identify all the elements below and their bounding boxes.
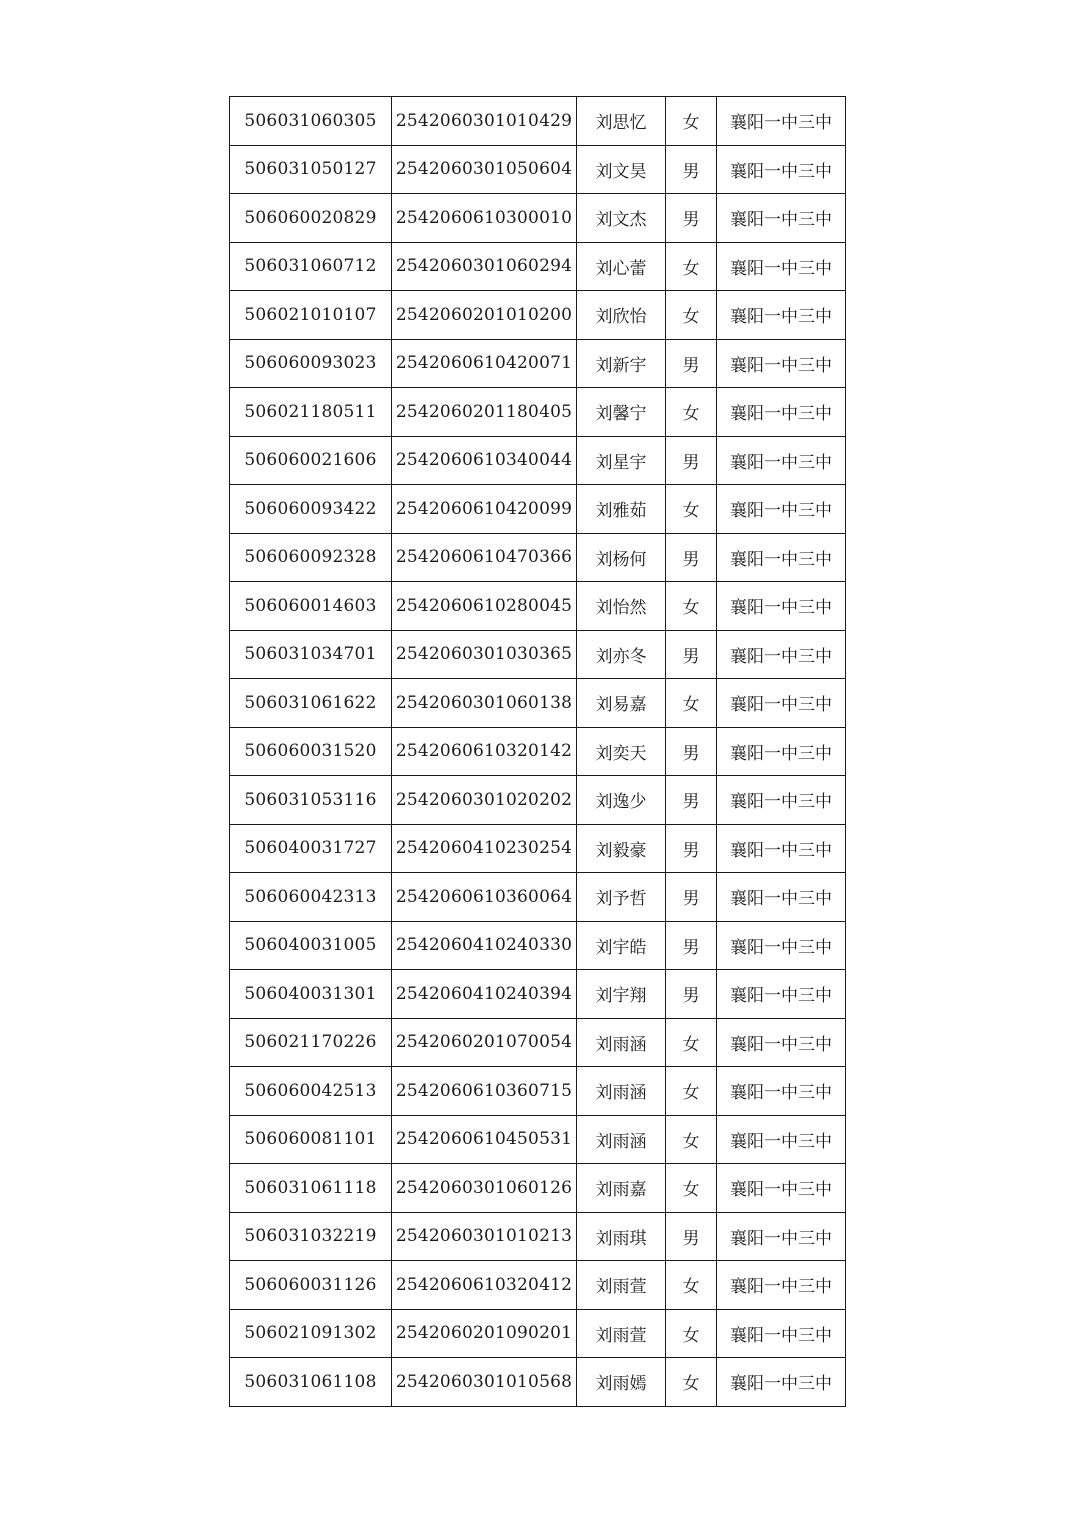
student-name-cell: 刘宇皓 bbox=[577, 921, 666, 970]
table-row bbox=[230, 436, 846, 485]
exam-number-cell: 2542060610360715 bbox=[392, 1067, 577, 1116]
student-id-cell: 506060021606 bbox=[230, 436, 392, 485]
table-row bbox=[230, 582, 846, 631]
table-row bbox=[230, 1261, 846, 1310]
school-cell: 襄阳一中三中 bbox=[717, 194, 846, 243]
school-cell: 襄阳一中三中 bbox=[717, 145, 846, 194]
exam-number-cell: 2542060610320142 bbox=[392, 727, 577, 776]
table-row bbox=[230, 97, 846, 146]
gender-cell: 女 bbox=[666, 242, 717, 291]
table-row bbox=[230, 339, 846, 388]
table-row bbox=[230, 388, 846, 437]
gender-cell: 男 bbox=[666, 824, 717, 873]
student-name-cell: 刘毅豪 bbox=[577, 824, 666, 873]
table-row bbox=[230, 679, 846, 728]
exam-number-cell: 2542060201180405 bbox=[392, 388, 577, 437]
table-row bbox=[230, 970, 846, 1019]
school-cell: 襄阳一中三中 bbox=[717, 436, 846, 485]
exam-number-cell: 2542060301010213 bbox=[392, 1212, 577, 1261]
table-row bbox=[230, 291, 846, 340]
exam-number-cell: 2542060610450531 bbox=[392, 1115, 577, 1164]
exam-number-cell: 2542060610470366 bbox=[392, 533, 577, 582]
student-name-cell: 刘馨宁 bbox=[577, 388, 666, 437]
student-name-cell: 刘怡然 bbox=[577, 582, 666, 631]
student-id-cell: 506040031005 bbox=[230, 921, 392, 970]
student-id-cell: 506031061622 bbox=[230, 679, 392, 728]
student-name-cell: 刘思忆 bbox=[577, 97, 666, 146]
exam-number-cell: 2542060301060126 bbox=[392, 1164, 577, 1213]
table-row bbox=[230, 485, 846, 534]
exam-number-cell: 2542060610420071 bbox=[392, 339, 577, 388]
table-row bbox=[230, 1358, 846, 1407]
school-cell: 襄阳一中三中 bbox=[717, 679, 846, 728]
exam-number-cell: 2542060201010200 bbox=[392, 291, 577, 340]
school-cell: 襄阳一中三中 bbox=[717, 339, 846, 388]
school-cell: 襄阳一中三中 bbox=[717, 485, 846, 534]
exam-number-cell: 2542060610300010 bbox=[392, 194, 577, 243]
exam-number-cell: 2542060610340044 bbox=[392, 436, 577, 485]
exam-number-cell: 2542060301030365 bbox=[392, 630, 577, 679]
school-cell: 襄阳一中三中 bbox=[717, 97, 846, 146]
student-id-cell: 506031060305 bbox=[230, 97, 392, 146]
table-row bbox=[230, 242, 846, 291]
roster-body bbox=[230, 97, 846, 1407]
school-cell: 襄阳一中三中 bbox=[717, 1115, 846, 1164]
student-id-cell: 506031034701 bbox=[230, 630, 392, 679]
student-name-cell: 刘欣怡 bbox=[577, 291, 666, 340]
student-id-cell: 506060092328 bbox=[230, 533, 392, 582]
table-row bbox=[230, 1115, 846, 1164]
gender-cell: 女 bbox=[666, 1115, 717, 1164]
gender-cell: 女 bbox=[666, 582, 717, 631]
student-id-cell: 506060081101 bbox=[230, 1115, 392, 1164]
exam-number-cell: 2542060301010429 bbox=[392, 97, 577, 146]
student-name-cell: 刘心蕾 bbox=[577, 242, 666, 291]
table-row bbox=[230, 824, 846, 873]
school-cell: 襄阳一中三中 bbox=[717, 1309, 846, 1358]
exam-number-cell: 2542060301020202 bbox=[392, 776, 577, 825]
student-name-cell: 刘雨涵 bbox=[577, 1018, 666, 1067]
gender-cell: 男 bbox=[666, 970, 717, 1019]
student-id-cell: 506021010107 bbox=[230, 291, 392, 340]
school-cell: 襄阳一中三中 bbox=[717, 1164, 846, 1213]
gender-cell: 女 bbox=[666, 97, 717, 146]
exam-number-cell: 2542060610320412 bbox=[392, 1261, 577, 1310]
table-row bbox=[230, 1067, 846, 1116]
student-id-cell: 506021170226 bbox=[230, 1018, 392, 1067]
school-cell: 襄阳一中三中 bbox=[717, 533, 846, 582]
school-cell: 襄阳一中三中 bbox=[717, 1212, 846, 1261]
student-name-cell: 刘文杰 bbox=[577, 194, 666, 243]
student-name-cell: 刘雨琪 bbox=[577, 1212, 666, 1261]
exam-number-cell: 2542060201070054 bbox=[392, 1018, 577, 1067]
gender-cell: 男 bbox=[666, 533, 717, 582]
exam-number-cell: 2542060410240330 bbox=[392, 921, 577, 970]
table-row bbox=[230, 921, 846, 970]
gender-cell: 男 bbox=[666, 630, 717, 679]
exam-number-cell: 2542060410240394 bbox=[392, 970, 577, 1019]
student-id-cell: 506060042513 bbox=[230, 1067, 392, 1116]
gender-cell: 女 bbox=[666, 679, 717, 728]
student-id-cell: 506031053116 bbox=[230, 776, 392, 825]
student-id-cell: 506031032219 bbox=[230, 1212, 392, 1261]
student-name-cell: 刘文昊 bbox=[577, 145, 666, 194]
gender-cell: 男 bbox=[666, 1212, 717, 1261]
school-cell: 襄阳一中三中 bbox=[717, 727, 846, 776]
student-name-cell: 刘雨涵 bbox=[577, 1115, 666, 1164]
gender-cell: 女 bbox=[666, 485, 717, 534]
student-name-cell: 刘新宇 bbox=[577, 339, 666, 388]
gender-cell: 女 bbox=[666, 1164, 717, 1213]
school-cell: 襄阳一中三中 bbox=[717, 1358, 846, 1407]
table-row bbox=[230, 630, 846, 679]
school-cell: 襄阳一中三中 bbox=[717, 582, 846, 631]
school-cell: 襄阳一中三中 bbox=[717, 1018, 846, 1067]
student-id-cell: 506060031126 bbox=[230, 1261, 392, 1310]
student-name-cell: 刘亦冬 bbox=[577, 630, 666, 679]
table-row bbox=[230, 533, 846, 582]
table-row bbox=[230, 873, 846, 922]
exam-number-cell: 2542060301010568 bbox=[392, 1358, 577, 1407]
gender-cell: 男 bbox=[666, 436, 717, 485]
school-cell: 襄阳一中三中 bbox=[717, 1261, 846, 1310]
student-name-cell: 刘宇翔 bbox=[577, 970, 666, 1019]
gender-cell: 女 bbox=[666, 388, 717, 437]
student-id-cell: 506021091302 bbox=[230, 1309, 392, 1358]
exam-number-cell: 2542060610360064 bbox=[392, 873, 577, 922]
student-name-cell: 刘雨涵 bbox=[577, 1067, 666, 1116]
student-id-cell: 506060031520 bbox=[230, 727, 392, 776]
exam-number-cell: 2542060610280045 bbox=[392, 582, 577, 631]
table-row bbox=[230, 1018, 846, 1067]
gender-cell: 女 bbox=[666, 1358, 717, 1407]
gender-cell: 男 bbox=[666, 145, 717, 194]
gender-cell: 男 bbox=[666, 921, 717, 970]
student-id-cell: 506040031727 bbox=[230, 824, 392, 873]
exam-number-cell: 2542060301060294 bbox=[392, 242, 577, 291]
gender-cell: 女 bbox=[666, 1018, 717, 1067]
table-row bbox=[230, 1212, 846, 1261]
school-cell: 襄阳一中三中 bbox=[717, 630, 846, 679]
student-id-cell: 506060042313 bbox=[230, 873, 392, 922]
gender-cell: 男 bbox=[666, 776, 717, 825]
table-row bbox=[230, 727, 846, 776]
school-cell: 襄阳一中三中 bbox=[717, 388, 846, 437]
school-cell: 襄阳一中三中 bbox=[717, 921, 846, 970]
student-id-cell: 506031050127 bbox=[230, 145, 392, 194]
school-cell: 襄阳一中三中 bbox=[717, 970, 846, 1019]
student-id-cell: 506021180511 bbox=[230, 388, 392, 437]
exam-number-cell: 2542060410230254 bbox=[392, 824, 577, 873]
student-name-cell: 刘奕天 bbox=[577, 727, 666, 776]
school-cell: 襄阳一中三中 bbox=[717, 1067, 846, 1116]
student-name-cell: 刘雨嘉 bbox=[577, 1164, 666, 1213]
student-id-cell: 506031060712 bbox=[230, 242, 392, 291]
school-cell: 襄阳一中三中 bbox=[717, 242, 846, 291]
table-row bbox=[230, 1309, 846, 1358]
exam-number-cell: 2542060610420099 bbox=[392, 485, 577, 534]
gender-cell: 男 bbox=[666, 873, 717, 922]
exam-number-cell: 2542060301060138 bbox=[392, 679, 577, 728]
exam-number-cell: 2542060201090201 bbox=[392, 1309, 577, 1358]
student-id-cell: 506031061118 bbox=[230, 1164, 392, 1213]
student-id-cell: 506031061108 bbox=[230, 1358, 392, 1407]
student-name-cell: 刘星宇 bbox=[577, 436, 666, 485]
table-row bbox=[230, 1164, 846, 1213]
school-cell: 襄阳一中三中 bbox=[717, 824, 846, 873]
student-name-cell: 刘雨萱 bbox=[577, 1309, 666, 1358]
student-roster-table bbox=[229, 96, 846, 1407]
student-name-cell: 刘雅茹 bbox=[577, 485, 666, 534]
school-cell: 襄阳一中三中 bbox=[717, 776, 846, 825]
school-cell: 襄阳一中三中 bbox=[717, 291, 846, 340]
student-id-cell: 506060014603 bbox=[230, 582, 392, 631]
student-name-cell: 刘逸少 bbox=[577, 776, 666, 825]
table-row bbox=[230, 194, 846, 243]
table-row bbox=[230, 776, 846, 825]
student-name-cell: 刘予哲 bbox=[577, 873, 666, 922]
student-name-cell: 刘易嘉 bbox=[577, 679, 666, 728]
gender-cell: 男 bbox=[666, 194, 717, 243]
gender-cell: 女 bbox=[666, 1261, 717, 1310]
student-id-cell: 506060093422 bbox=[230, 485, 392, 534]
student-id-cell: 506040031301 bbox=[230, 970, 392, 1019]
school-cell: 襄阳一中三中 bbox=[717, 873, 846, 922]
student-name-cell: 刘雨嫣 bbox=[577, 1358, 666, 1407]
student-name-cell: 刘杨何 bbox=[577, 533, 666, 582]
student-name-cell: 刘雨萱 bbox=[577, 1261, 666, 1310]
student-id-cell: 506060093023 bbox=[230, 339, 392, 388]
exam-number-cell: 2542060301050604 bbox=[392, 145, 577, 194]
student-id-cell: 506060020829 bbox=[230, 194, 392, 243]
gender-cell: 男 bbox=[666, 339, 717, 388]
gender-cell: 女 bbox=[666, 1067, 717, 1116]
gender-cell: 女 bbox=[666, 1309, 717, 1358]
table-row bbox=[230, 145, 846, 194]
gender-cell: 女 bbox=[666, 291, 717, 340]
gender-cell: 男 bbox=[666, 727, 717, 776]
